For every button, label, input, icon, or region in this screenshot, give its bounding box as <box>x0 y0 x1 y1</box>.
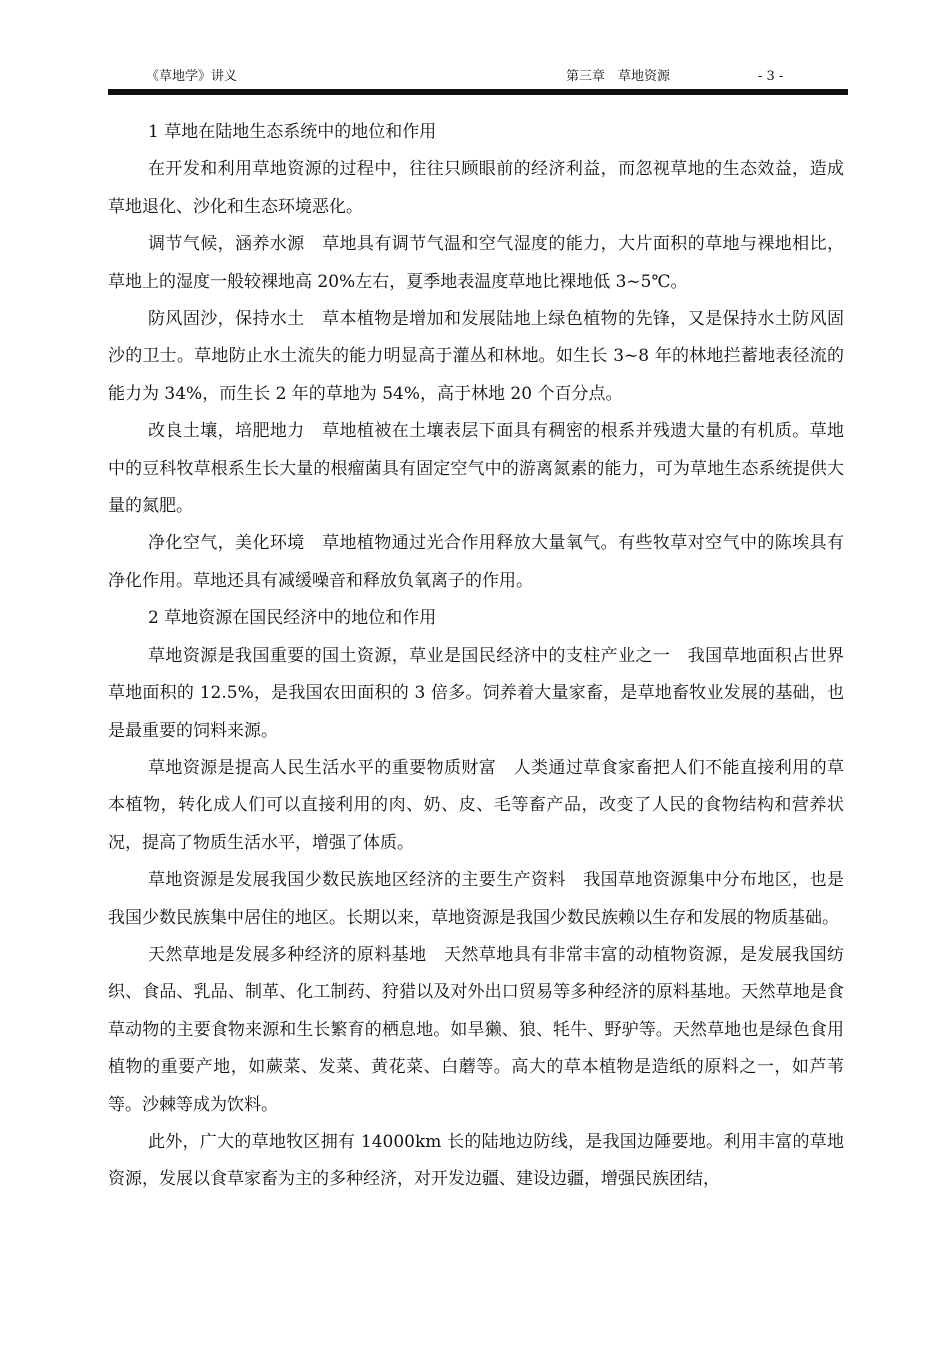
header-course-title: 《草地学》讲义 <box>146 69 238 84</box>
header-chapter-title: 第三章 草地资源 <box>566 69 671 84</box>
body-paragraph: 改良土壤，培肥地力 草地植被在土壤表层下面具有稠密的根系并残遗大量的有机质。草地中的豆科牧草根系生长大量的根瘤菌具有固定空气中的游离氮素的能力，可为草地生态系统提供大量的氮肥。 <box>108 421 844 517</box>
body-paragraph: 净化空气，美化环境 草地植物通过光合作用释放大量氧气。有些牧草对空气中的陈埃具有净化作用。草地还具有减缓噪音和释放负氧离子的作用。 <box>108 533 844 591</box>
body-paragraph: 防风固沙，保持水土 草本植物是增加和发展陆地上绿色植物的先锋，又是保持水土防风固沙的卫士。草地防止水土流失的能力明显高于灌丛和林地。如生长 3~8 年的林地拦蓄地表径流的能力为 34%，而生长 2 年的草地为 54%，高于林地 20 个百分点。 <box>108 309 844 404</box>
body-paragraph: 草地资源是提高人民生活水平的重要物质财富 人类通过草食家畜把人们不能直接利用的草本植物，转化成人们可以直接利用的肉、奶、皮、毛等畜产品，改变了人民的食物结构和营养状况，提高了物质生活水平，增强了体质。 <box>108 757 844 853</box>
section-heading-2: 2 草地资源在国民经济中的地位和作用 <box>148 608 437 629</box>
body-paragraph: 调节气候，涵养水源 草地具有调节气温和空气湿度的能力，大片面积的草地与裸地相比，草地上的湿度一般较裸地高 20%左右，夏季地表温度草地比裸地低 3~5℃。 <box>108 234 844 292</box>
body-paragraph: 在开发和利用草地资源的过程中，往往只顾眼前的经济利益，而忽视草地的生态效益，造成草地退化、沙化和生态环境恶化。 <box>108 159 844 217</box>
section-heading-1: 1 草地在陆地生态系统中的地位和作用 <box>148 122 437 142</box>
header-page-number: - 3 - <box>758 69 784 84</box>
body-paragraph: 草地资源是我国重要的国土资源，草业是国民经济中的支柱产业之一 我国草地面积占世界草地面积的 12.5%，是我国农田面积的 3 倍多。饲养着大量家畜，是草地畜牧业发展的基础，也是最重要的饲料来源。 <box>108 645 844 741</box>
header-rule <box>108 89 848 95</box>
page-header <box>108 66 848 88</box>
body-paragraph: 草地资源是发展我国少数民族地区经济的主要生产资料 我国草地资源集中分布地区，也是我国少数民族集中居住的地区。长期以来，草地资源是我国少数民族赖以生存和发展的物质基础。 <box>108 870 844 928</box>
body-paragraph: 天然草地是发展多种经济的原料基地 天然草地具有非常丰富的动植物资源，是发展我国纺织、食品、乳品、制革、化工制药、狩猎以及对外出口贸易等多种经济的原料基地。天然草地是食草动物的主要食物来源和生长繁育的栖息地。如旱獭、狼、牦牛、野驴等。天然草地也是绿色食用植物的重要产地，如蕨菜、发菜、黄花菜、白蘑等。高大的草本植物是造纸的原料之一，如芦苇等。沙棘等成为饮料。 <box>108 944 844 1115</box>
document-body <box>108 114 844 1199</box>
body-paragraph: 此外，广大的草地牧区拥有 14000km 长的陆地边防线，是我国边陲要地。利用丰富的草地资源，发展以食草家畜为主的多种经济，对开发边疆、建设边疆，增强民族团结， <box>108 1131 844 1190</box>
